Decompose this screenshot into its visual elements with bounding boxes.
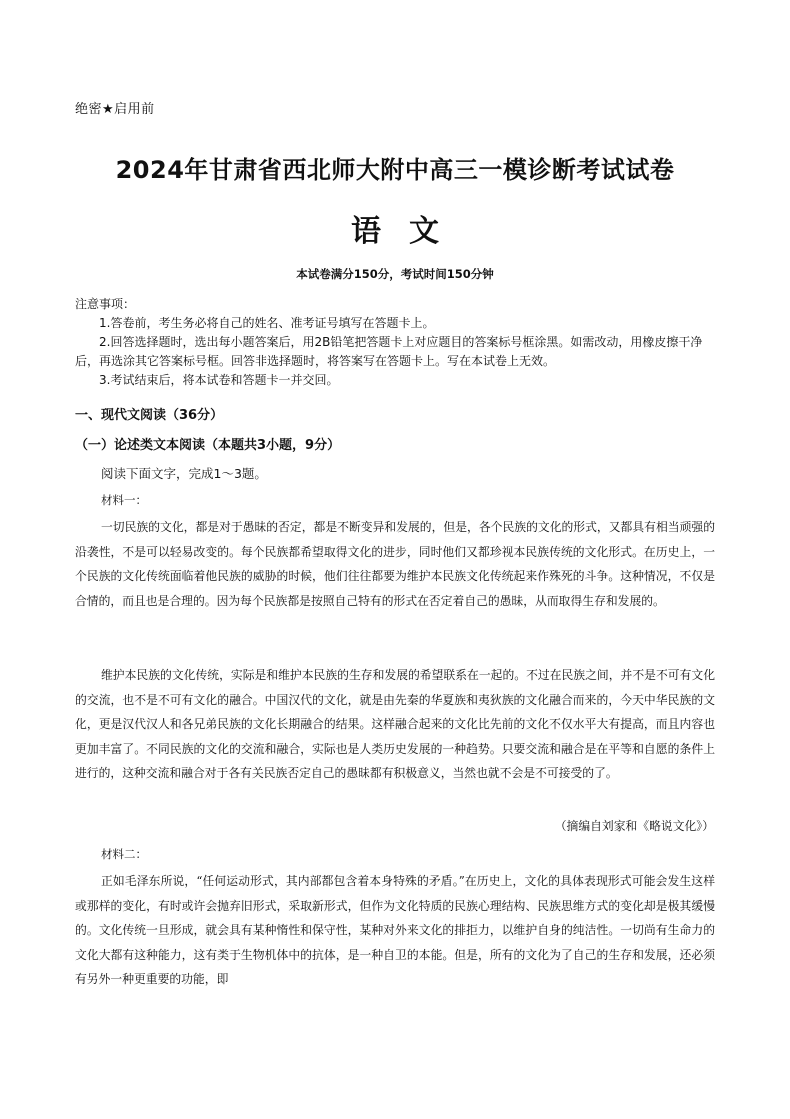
notice-heading: 注意事项：: [75, 297, 136, 311]
material-two-label: 材料二：: [101, 847, 147, 861]
notice-item: 3.考试结束后，将本试卷和答题卡一并交回。: [99, 373, 339, 387]
section-heading: 一、现代文阅读（36分）: [75, 408, 224, 423]
material-two-paragraph: 正如毛泽东所说，“任何运动形式，其内部都包含着本身特殊的矛盾。”在历史上，文化的具体表现形式可能会发生这样或那样的变化，有时或许会抛弃旧形式，采取新形式，但作为文化特质的民族心理结构、民族思维方式的变化却是极其缓慢的。文化传统一旦形成，就会具有某种惰性和保守性，某种对外来文化的排拒力，以维护自身的纯洁性。一切尚有生命力的文化大都有这种能力，这有类于生物机体中的抗体，是一种自卫的本能。但是，所有的文化为了自己的生存和发展，还必须有另外一种更重要的功能，即: [75, 874, 715, 986]
score-time-info: 本试卷满分150分，考试时间150分钟: [296, 267, 494, 281]
subject-title: 语文: [351, 214, 467, 249]
notice-item: 1.答卷前，考生务必将自己的姓名、准考证号填写在答题卡上。: [99, 316, 435, 330]
subsection-heading: （一）论述类文本阅读（本题共3小题，9分）: [75, 438, 341, 453]
notice-item: 2.回答选择题时，选出每小题答案后，用2B铅笔把答题卡上对应题目的答案标号框涂黑。如需改动，用橡皮擦干净后，再选涂其它答案标号框。回答非选择题时，将答案写在答题卡上。写在本试卷上无效。: [75, 335, 703, 368]
material-one-source: （摘编自刘家和《略说文化》）: [554, 819, 714, 833]
exam-title: 2024年甘肃省西北师大附中高三一模诊断考试试卷: [115, 156, 675, 184]
material-one-paragraph: 维护本民族的文化传统，实际是和维护本民族的生存和发展的希望联系在一起的。不过在民族之间，并不是不可有文化的交流，也不是不可有文化的融合。中国汉代的文化，就是由先秦的华夏族和夷狄族的文化融合而来的，今天中华民族的文化，更是汉代汉人和各兄弟民族的文化长期融合的结果。这样融合起来的文化比先前的文化不仅水平大有提高，而且内容也更加丰富了。不同民族的文化的交流和融合，实际也是人类历史发展的一种趋势。只要交流和融合是在平等和自愿的条件上进行的，这种交流和融合对于各有关民族否定自己的愚昧都有积极意义，当然也就不会是不可接受的了。: [75, 668, 715, 780]
reading-instruction: 阅读下面文字，完成1～3题。: [101, 466, 267, 481]
confidential-label: 绝密★启用前: [75, 102, 155, 117]
material-one-paragraph: 一切民族的文化，都是对于愚昧的否定，都是不断变异和发展的，但是，各个民族的文化的形式，又都具有相当顽强的沿袭性，不是可以轻易改变的。每个民族都希望取得文化的进步，同时他们又都珍视本民族传统的文化形式。在历史上，一个民族的文化传统面临着他民族的威胁的时候，他们往往都要为维护本民族文化传统起来作殊死的斗争。这种情况，不仅是合情的，而且也是合理的。因为每个民族都是按照自己特有的形式在否定着自己的愚昧，从而取得生存和发展的。: [75, 520, 715, 608]
notice-block: [75, 295, 715, 390]
material-one-label: 材料一：: [101, 493, 147, 507]
